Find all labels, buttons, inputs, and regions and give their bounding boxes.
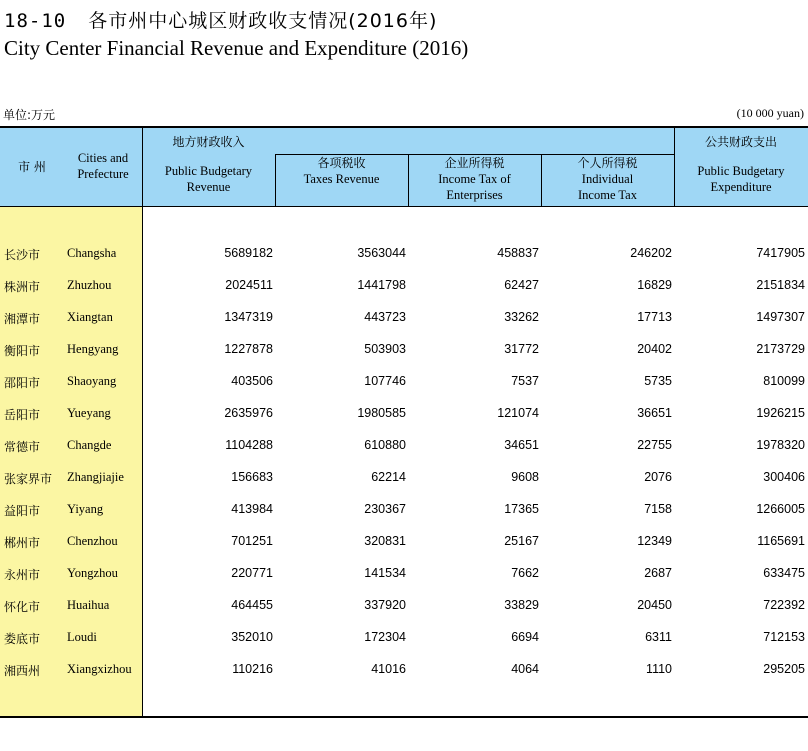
cell-indiv: 20450 <box>637 598 672 612</box>
header-city-cn: 市 州 <box>18 160 46 174</box>
cell-revenue: 352010 <box>231 630 273 644</box>
city-name-cn: 岳阳市 <box>4 408 41 422</box>
city-name-en: Chenzhou <box>67 534 118 548</box>
city-name-en: Changsha <box>67 246 117 260</box>
table-row <box>0 630 808 662</box>
city-name-cn: 常德市 <box>4 440 41 454</box>
cell-taxes: 62214 <box>371 470 406 484</box>
cell-taxes: 503903 <box>364 342 406 356</box>
cell-revenue: 1347319 <box>224 310 273 324</box>
table-row <box>0 534 808 566</box>
city-name-cn: 邵阳市 <box>4 376 41 390</box>
city-name-cn: 娄底市 <box>4 632 41 646</box>
city-name-en: Zhangjiajie <box>67 470 124 484</box>
cell-corp: 17365 <box>504 502 539 516</box>
city-name-cn: 张家界市 <box>4 472 53 486</box>
city-name-cn: 益阳市 <box>4 504 41 518</box>
header-rule <box>0 206 808 207</box>
cell-revenue: 110216 <box>232 662 273 676</box>
header-expenditure-en: Public Budgetary Expenditure <box>697 164 785 194</box>
cell-indiv: 20402 <box>637 342 672 356</box>
header-taxes: 各项税收 Taxes Revenue <box>303 156 380 186</box>
header-revenue-en: Public Budgetary Revenue <box>164 164 253 194</box>
table-title-chinese <box>4 6 437 33</box>
cell-taxes: 41016 <box>371 662 406 676</box>
city-name-cn: 长沙市 <box>4 248 41 262</box>
cell-expend: 300406 <box>763 470 805 484</box>
cell-revenue: 220771 <box>231 566 273 580</box>
cell-expend: 633475 <box>763 566 805 580</box>
cell-corp: 9608 <box>511 470 539 484</box>
cell-revenue: 403506 <box>231 374 273 388</box>
cell-indiv: 2687 <box>644 566 672 580</box>
cell-expend: 1926215 <box>756 406 805 420</box>
city-name-cn: 郴州市 <box>4 536 41 550</box>
unit-label-english: (10 000 yuan) <box>736 106 804 120</box>
cell-expend: 722392 <box>763 598 805 612</box>
cell-indiv: 1110 <box>646 662 672 676</box>
cell-expend: 2151834 <box>756 278 805 292</box>
cell-taxes: 107746 <box>364 374 406 388</box>
city-name-en: Changde <box>67 438 112 452</box>
header-revenue-group-cn: 地方财政收入 <box>172 135 245 149</box>
cell-indiv: 5735 <box>644 374 672 388</box>
cell-expend: 1266005 <box>756 502 805 516</box>
city-name-cn: 衡阳市 <box>4 344 41 358</box>
title-chinese-text: 各市州中心城区财政收支情况(2016年) <box>88 10 438 32</box>
cell-corp: 25167 <box>504 534 539 548</box>
cell-revenue: 2635976 <box>224 406 273 420</box>
table-row <box>0 310 808 342</box>
cell-corp: 7662 <box>511 566 539 580</box>
table-row <box>0 662 808 694</box>
cell-expend: 810099 <box>763 374 805 388</box>
table-row <box>0 406 808 438</box>
cell-indiv: 7158 <box>644 502 672 516</box>
cell-corp: 33829 <box>504 598 539 612</box>
table-row <box>0 566 808 598</box>
cell-corp: 33262 <box>504 310 539 324</box>
header-expenditure-cn: 公共财政支出 <box>704 135 777 149</box>
cell-taxes: 1441798 <box>357 278 406 292</box>
city-name-en: Hengyang <box>67 342 119 356</box>
city-name-en: Huaihua <box>67 598 110 612</box>
city-name-en: Loudi <box>67 630 97 644</box>
data-table <box>0 126 808 718</box>
city-name-cn: 怀化市 <box>4 600 41 614</box>
cell-revenue: 464455 <box>231 598 273 612</box>
cell-taxes: 141534 <box>364 566 406 580</box>
unit-label-chinese: 单位:万元 <box>3 108 56 122</box>
header-city-en: Cities and Prefecture <box>77 151 129 181</box>
table-row <box>0 598 808 630</box>
cell-expend: 712153 <box>763 630 805 644</box>
table-row <box>0 278 808 310</box>
table-row <box>0 246 808 278</box>
cell-corp: 458837 <box>497 246 539 260</box>
table-row <box>0 438 808 470</box>
cell-taxes: 337920 <box>364 598 406 612</box>
cell-revenue: 156683 <box>231 470 273 484</box>
bottom-rule <box>0 716 808 718</box>
city-name-en: Yueyang <box>67 406 111 420</box>
cell-revenue: 1227878 <box>224 342 273 356</box>
city-name-en: Yongzhou <box>67 566 118 580</box>
cell-corp: 31772 <box>504 342 539 356</box>
city-name-en: Shaoyang <box>67 374 117 388</box>
city-name-en: Zhuzhou <box>67 278 112 292</box>
table-row <box>0 342 808 374</box>
city-name-en: Xiangxizhou <box>67 662 132 676</box>
cell-indiv: 12349 <box>637 534 672 548</box>
cell-revenue: 2024511 <box>225 278 273 292</box>
cell-expend: 1978320 <box>756 438 805 452</box>
header-individual-tax: 个人所得税 Individual Income Tax <box>577 156 638 202</box>
cell-indiv: 246202 <box>630 246 672 260</box>
cell-indiv: 6311 <box>645 630 672 644</box>
cell-corp: 62427 <box>504 278 539 292</box>
cell-taxes: 3563044 <box>357 246 406 260</box>
cell-indiv: 22755 <box>637 438 672 452</box>
cell-indiv: 36651 <box>637 406 672 420</box>
cell-revenue: 1104288 <box>225 438 273 452</box>
cell-revenue: 5689182 <box>224 246 273 260</box>
cell-expend: 295205 <box>763 662 805 676</box>
cell-taxes: 320831 <box>364 534 406 548</box>
cell-revenue: 701251 <box>231 534 273 548</box>
cell-expend: 1165691 <box>757 534 805 548</box>
city-name-cn: 湘潭市 <box>4 312 41 326</box>
header-corporate-tax: 企业所得税 Income Tax of Enterprises <box>438 156 511 202</box>
cell-taxes: 1980585 <box>357 406 406 420</box>
table-number: 18-10 <box>4 10 67 32</box>
cell-expend: 2173729 <box>756 342 805 356</box>
city-name-cn: 株洲市 <box>4 280 41 294</box>
cell-corp: 7537 <box>511 374 539 388</box>
city-name-en: Xiangtan <box>67 310 113 324</box>
city-name-cn: 湘西州 <box>4 664 41 678</box>
cell-indiv: 17713 <box>637 310 672 324</box>
top-rule <box>0 126 808 128</box>
cell-corp: 34651 <box>504 438 539 452</box>
table-title-english: City Center Financial Revenue and Expenditure (2016) <box>4 36 469 60</box>
cell-indiv: 16829 <box>637 278 672 292</box>
table-row <box>0 374 808 406</box>
city-name-en: Yiyang <box>67 502 104 516</box>
cell-corp: 4064 <box>511 662 539 676</box>
cell-taxes: 610880 <box>364 438 406 452</box>
cell-taxes: 443723 <box>364 310 406 324</box>
cell-taxes: 230367 <box>364 502 406 516</box>
city-name-cn: 永州市 <box>4 568 41 582</box>
cell-expend: 1497307 <box>756 310 805 324</box>
cell-expend: 7417905 <box>756 246 805 260</box>
cell-taxes: 172304 <box>364 630 406 644</box>
cell-indiv: 2076 <box>644 470 672 484</box>
cell-corp: 121074 <box>497 406 539 420</box>
table-row <box>0 470 808 502</box>
cell-revenue: 413984 <box>231 502 273 516</box>
table-row <box>0 502 808 534</box>
cell-corp: 6694 <box>511 630 539 644</box>
